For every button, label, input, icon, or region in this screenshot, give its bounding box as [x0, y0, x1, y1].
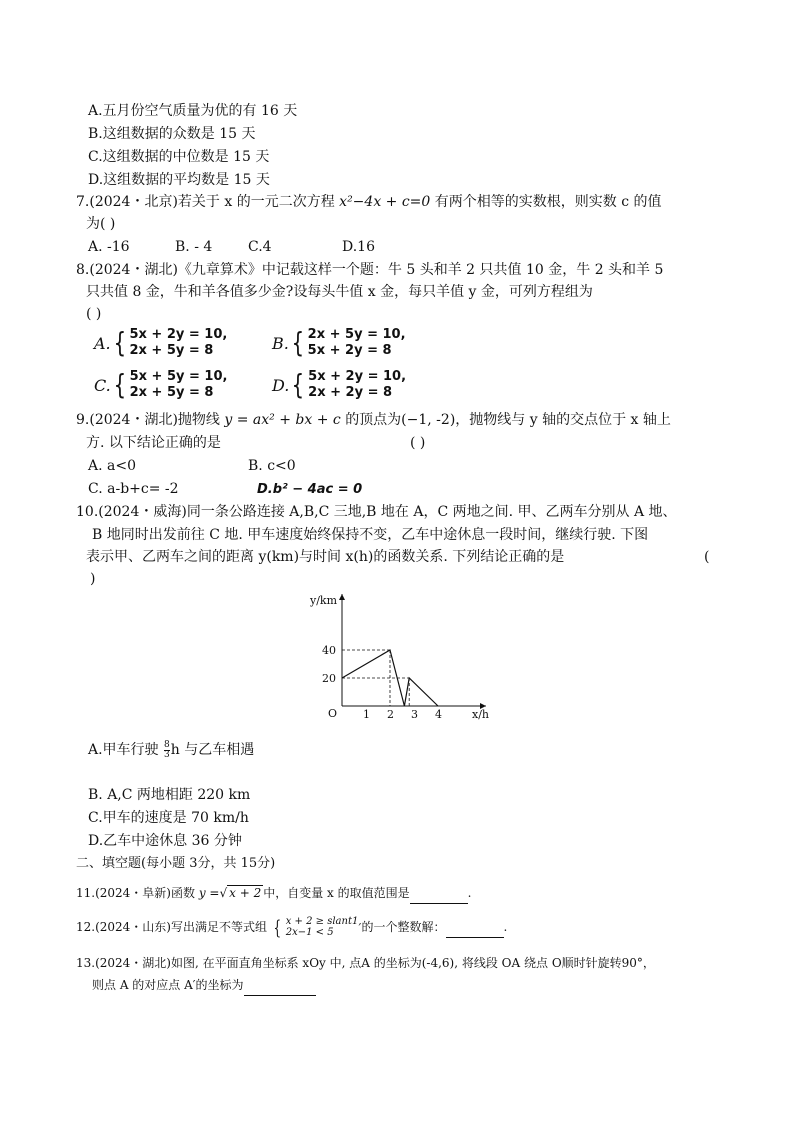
- q9-stem-post: 的顶点为(−1, -2)，抛物线与 y 轴的交点位于 x 轴上: [345, 412, 671, 428]
- fraction: [164, 741, 170, 760]
- q8-option-a: [94, 327, 227, 359]
- brace-icon: {: [273, 915, 282, 939]
- q8-option-c-eq1: 5x + 5y = 10,: [129, 369, 228, 384]
- q11-answer-blank: [410, 883, 468, 904]
- origin-label: O: [328, 707, 338, 720]
- q8-option-a-eq2: 2x + 5y = 8: [129, 343, 214, 358]
- x-tick-label: 3: [411, 708, 418, 720]
- q6-option-d: D.这组数据的平均数是 15 天: [88, 172, 270, 188]
- q10-answer-paren-open: (: [704, 549, 710, 565]
- q8-option-c-label: C.: [94, 375, 111, 395]
- q8-option-b: [272, 327, 406, 359]
- q9-stem-line2: 方. 以下结论正确的是: [86, 435, 221, 451]
- q11-post: 中，自变量 x 的取值范围是: [263, 886, 410, 900]
- q8-option-d-eq2: 2x + 2y = 8: [308, 385, 393, 400]
- q11-pre: 11.(2024・阜新)函数: [76, 886, 195, 900]
- q11: 11.(2024・阜新)函数 y =√ x + 2 中，自变量 x 的取值范围是 .: [76, 883, 471, 904]
- q10-stem-line3: 表示甲、乙两车之间的距离 y(km)与时间 x(h)的函数关系. 下列结论正确的是: [86, 549, 565, 565]
- q8-option-d: [272, 369, 406, 401]
- q8-option-d-label: D.: [272, 375, 290, 395]
- fraction-denominator: 3: [164, 749, 170, 760]
- q10-option-c: C.甲车的速度是 70 km/h: [88, 810, 249, 826]
- q8-answer-paren: ( ): [86, 306, 102, 322]
- q7-stem-post: 有两个相等的实数根，则实数 c 的值: [434, 194, 662, 210]
- q8-option-b-eq2: 5x + 2y = 8: [307, 343, 392, 358]
- q11-func: y =: [198, 886, 220, 900]
- section2-heading: 二、填空题(每小题 3分，共 15分): [76, 856, 276, 871]
- q11-radicand: x + 2: [229, 886, 262, 900]
- sqrt-icon: √: [219, 886, 228, 900]
- q8-option-c: [94, 369, 227, 401]
- y-tick-label: 40: [322, 644, 336, 657]
- q9-option-c: C. a-b+c= -2: [88, 481, 179, 497]
- q13-answer-blank: [244, 975, 316, 996]
- q9-answer-paren: ( ): [410, 435, 426, 451]
- q6-option-c: C.这组数据的中位数是 15 天: [88, 149, 270, 165]
- q7-option-d: D.16: [342, 239, 375, 255]
- brace-icon: {: [292, 368, 305, 401]
- brace-icon: {: [113, 326, 126, 359]
- q7-equation: x²−4x + c=0: [339, 194, 431, 210]
- q9-option-d: D.b² − 4ac = 0: [257, 482, 363, 497]
- q10-option-a-post: h 与乙车相遇: [170, 742, 255, 758]
- q13-line1: 13.(2024・湖北)如图, 在平面直角坐标系 xOy 中, 点A 的坐标为(-4,6), 将线段 OA 绕点 O顺时针旋转90°，: [76, 956, 655, 970]
- q10-option-d: D.乙车中途休息 36 分钟: [88, 833, 242, 849]
- q10-option-a-pre: A.甲车行驶: [88, 742, 159, 758]
- q12: 12.(2024・山东)写出满足不等式组 { x + 2 ≥ slant1, 2x−1 < 5 的一个整数解： .: [76, 915, 508, 939]
- q12-answer-blank: [446, 917, 504, 938]
- q6-option-b: B.这组数据的众数是 15 天: [88, 126, 256, 142]
- y-tick-label: 20: [322, 672, 336, 685]
- q9-stem: [76, 410, 671, 430]
- q12-post: 的一个整数解：: [361, 920, 446, 934]
- x-tick-label: 1: [363, 708, 370, 720]
- q9-stem-pre: 9.(2024・湖北)抛物线: [76, 412, 220, 428]
- q12-ineq2: 2x−1 < 5: [285, 927, 334, 938]
- distance-time-graph: [296, 590, 496, 720]
- q10-answer-paren-close: ): [90, 571, 96, 587]
- q8-option-d-eq1: 5x + 2y = 10,: [308, 369, 407, 384]
- brace-icon: {: [113, 368, 126, 401]
- q7-option-b: B. - 4: [175, 239, 213, 255]
- q6-option-a: A.五月份空气质量为优的有 16 天: [88, 103, 298, 119]
- fraction-numerator: 8: [164, 739, 170, 750]
- q7-stem-line2: 为( ): [86, 216, 116, 232]
- x-tick-label: 4: [435, 708, 442, 720]
- q8-option-a-eq1: 5x + 2y = 10,: [129, 327, 228, 342]
- q10-option-a: [88, 740, 254, 760]
- x-tick-label: 2: [387, 708, 394, 720]
- q9-option-a: A. a<0: [88, 458, 136, 474]
- q8-stem-line2: 只共值 8 金，牛和羊各值多少金?设每头牛值 x 金，每只羊值 y 金，可列方程组为: [86, 284, 593, 300]
- q10-stem-line2: B 地同时出发前往 C 地. 甲车速度始终保持不变，乙车中途休息一段时间，继续行驶. 下图: [92, 527, 649, 543]
- q10-stem-line1: 10.(2024・威海)同一条公路连接 A,B,C 三地,B 地在 A，C 两地之间. 甲、乙两车分别从 A 地、: [76, 504, 677, 520]
- q7-option-c: C.4: [248, 239, 272, 255]
- q12-ineq1: x + 2 ≥ slant1,: [285, 916, 362, 927]
- y-axis-label: y/km: [310, 594, 338, 607]
- q8-option-c-eq2: 2x + 5y = 8: [129, 385, 214, 400]
- q13-line2: [92, 975, 316, 996]
- q8-option-b-eq1: 2x + 5y = 10,: [307, 327, 406, 342]
- x-axis-label: x/h: [472, 708, 489, 720]
- q8-stem-line1: 8.(2024・湖北)《九章算术》中记载这样一个题：牛 5 头和羊 2 只共值 10 金，牛 2 头和羊 5: [76, 262, 664, 278]
- q7-stem-pre: 7.(2024・北京)若关于 x 的一元二次方程: [76, 194, 335, 210]
- q13-line2-text: 则点 A 的对应点 A′的坐标为: [92, 978, 244, 992]
- brace-icon: {: [291, 326, 304, 359]
- q9-option-b: B. c<0: [248, 458, 296, 474]
- q7-stem: [76, 192, 662, 212]
- q12-pre: 12.(2024・山东)写出满足不等式组: [76, 920, 267, 934]
- q9-equation: y = ax² + bx + c: [224, 412, 341, 428]
- q7-option-a: A. -16: [88, 239, 130, 255]
- q8-option-a-label: A.: [94, 333, 111, 353]
- q8-option-b-label: B.: [272, 333, 289, 353]
- q10-option-b: B. A,C 两地相距 220 km: [88, 787, 251, 803]
